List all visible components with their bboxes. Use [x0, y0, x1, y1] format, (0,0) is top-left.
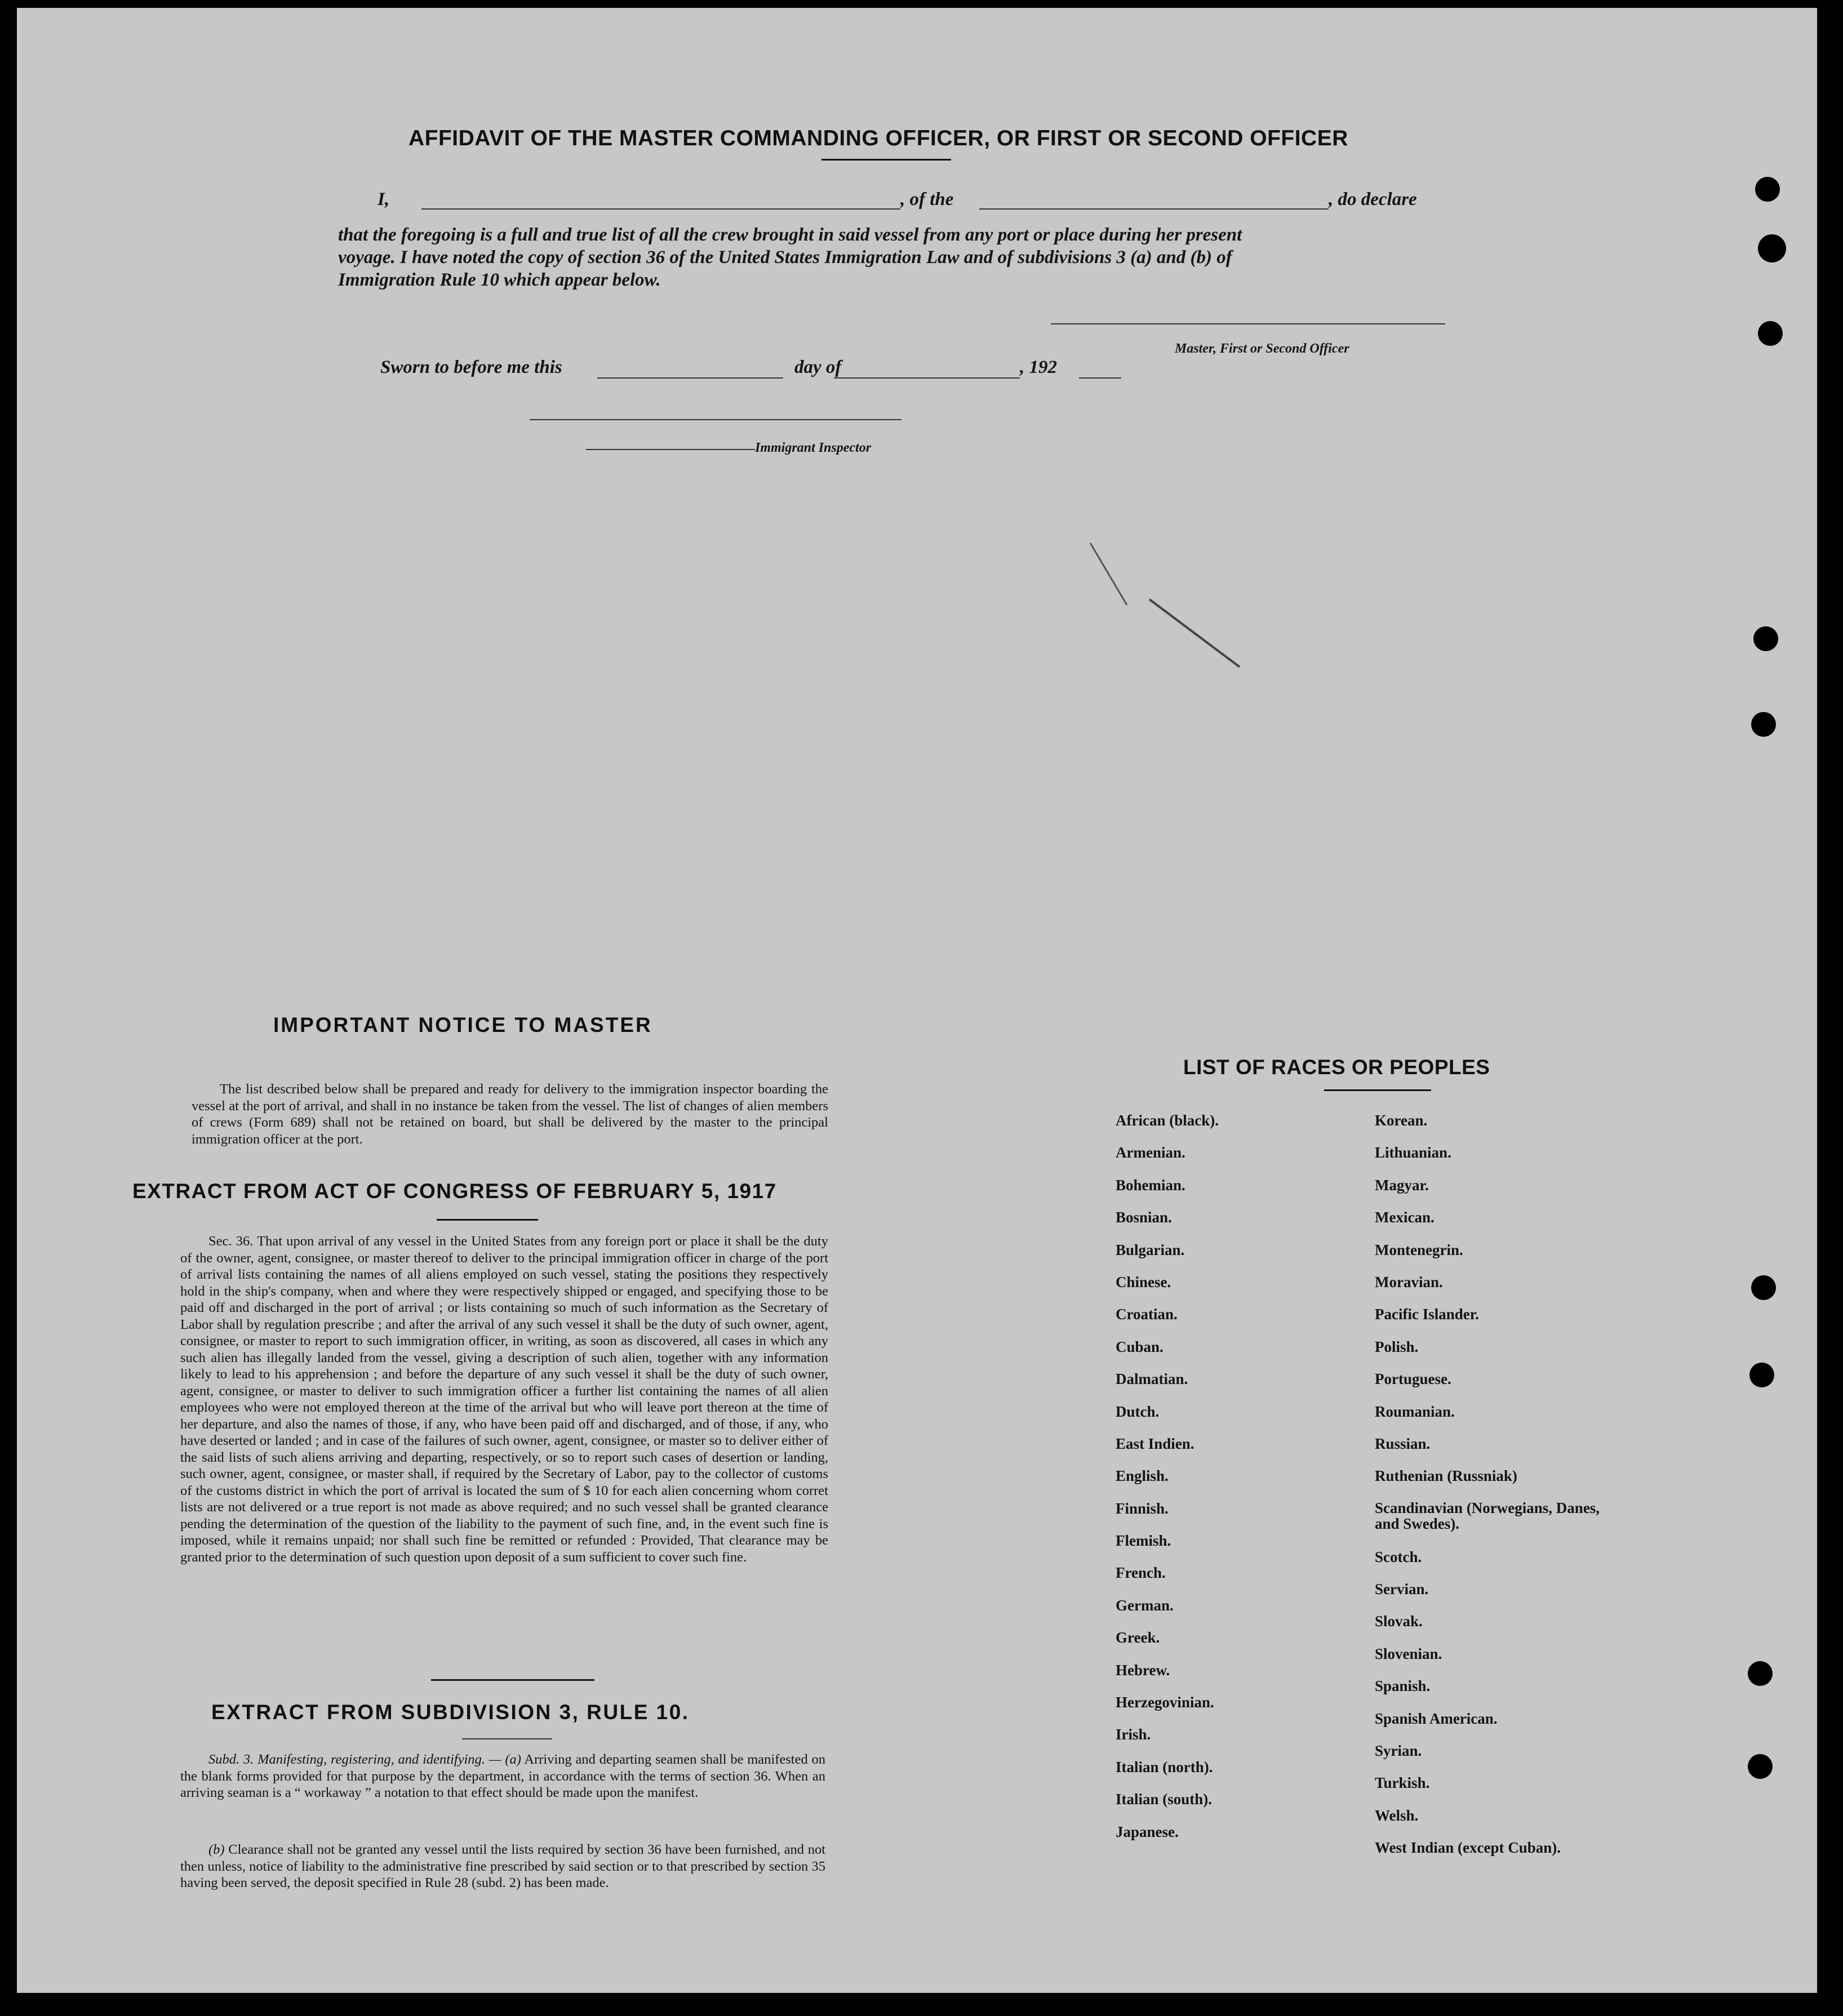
race-item: Servian.	[1375, 1581, 1429, 1598]
race-item: Spanish.	[1375, 1677, 1431, 1695]
race-item: Dutch.	[1116, 1403, 1160, 1420]
sworn-year-blank	[1079, 377, 1121, 379]
race-item: Bosnian.	[1116, 1209, 1172, 1226]
race-item: Armenian.	[1116, 1144, 1185, 1161]
sworn-month-blank	[834, 377, 1020, 379]
sworn-day-blank	[597, 377, 783, 379]
race-item: Japanese.	[1116, 1823, 1179, 1840]
race-item: Pacific Islander.	[1375, 1306, 1479, 1323]
race-item: Chinese.	[1116, 1273, 1171, 1290]
race-item: Flemish.	[1116, 1532, 1171, 1550]
affidavit-line1-of: , of the	[900, 189, 954, 210]
race-item: German.	[1116, 1596, 1174, 1614]
race-item: Moravian.	[1375, 1273, 1443, 1290]
sworn-year: , 192	[1020, 357, 1057, 377]
affidavit-title: AFFIDAVIT OF THE MASTER COMMANDING OFFICER, OR FIRST OR SECOND OFFICER	[408, 126, 1348, 150]
punch-hole	[1758, 234, 1786, 262]
race-item: Roumanian.	[1375, 1403, 1455, 1420]
notice-paragraph: The list described below shall be prepared and ready for delivery to the immigration inspector boarding the vessel at the port of arrival, and shall in no instance be taken from the vessel. The list of changes of alien members of crews (Form 689) shall not be retained on board, but shall be delivered by the master to the principal immigration officer at the port.	[192, 1082, 828, 1147]
race-item: Russian.	[1375, 1435, 1431, 1452]
race-item: Herzegovinian.	[1116, 1694, 1214, 1711]
act-title-underline	[437, 1219, 538, 1221]
master-signature-caption: Master, First or Second Officer	[1175, 341, 1349, 356]
inspector-signature-line	[530, 419, 901, 420]
extract-rule-title: EXTRACT FROM SUBDIVISION 3, RULE 10.	[211, 1701, 690, 1724]
punch-hole	[1751, 712, 1776, 737]
race-item: Croatian.	[1116, 1306, 1178, 1323]
race-item: Polish.	[1375, 1338, 1419, 1355]
affidavit-line1-i: I,	[378, 189, 390, 210]
punch-hole	[1749, 1363, 1774, 1387]
title-underline	[821, 159, 951, 161]
punch-hole	[1755, 177, 1780, 202]
rule-paragraph-b-lead: (b)	[208, 1842, 225, 1857]
race-item: Bulgarian.	[1116, 1241, 1185, 1258]
rule-title-underline	[462, 1738, 552, 1739]
race-item: Welsh.	[1375, 1806, 1419, 1824]
race-item: Greek.	[1116, 1629, 1160, 1646]
notice-title: IMPORTANT NOTICE TO MASTER	[273, 1013, 652, 1036]
race-item: Hebrew.	[1116, 1661, 1170, 1679]
races-left-column	[1116, 1112, 1352, 1855]
race-item: Bohemian.	[1116, 1176, 1185, 1194]
race-item: Italian (south).	[1116, 1791, 1213, 1808]
paper-sheet	[17, 8, 1817, 1993]
race-item: Lithuanian.	[1375, 1144, 1451, 1161]
race-item: Finnish.	[1116, 1499, 1169, 1517]
race-item: Syrian.	[1375, 1742, 1422, 1760]
race-item: Cuban.	[1116, 1338, 1163, 1355]
race-item: Magyar.	[1375, 1176, 1429, 1194]
race-item: Slovenian.	[1375, 1645, 1442, 1662]
race-item: Ruthenian (Russniak)	[1375, 1467, 1517, 1485]
race-item: Slovak.	[1375, 1613, 1423, 1630]
punch-hole	[1748, 1754, 1773, 1779]
punch-hole	[1753, 626, 1778, 651]
rule-paragraph-a-lead: Subd. 3. Manifesting, registering, and identifying. — (a)	[208, 1752, 521, 1767]
affidavit-line4: Immigration Rule 10 which appear below.	[338, 270, 661, 290]
race-item: Scandinavian (Norwegians, Danes, and Swedes).	[1375, 1499, 1600, 1532]
affidavit-line1-declare: , do declare	[1329, 189, 1417, 210]
act-section-36-paragraph: Sec. 36. That upon arrival of any vessel in the United States from any foreign port or place it shall be the duty of the owner, agent, consignee, or master thereof to deliver to the principal immigration officer in charge of the port of arrival lists containing the names of all aliens employed on such vessel, stating the positions they respectively hold in the ship's company, when and where they were respectively shipped or engaged, and specifying those to be paid off and discharged in the port of arrival ; or lists containing so much of such information as the Secretary of Labor shall by regulation prescribe ; and after the arrival of any such vessel it shall be the duty of such owner, agent, consignee, or master to report to such immigration officer, in writing, as soon as discovered, all cases in which any such alien has illegally landed from the vessel, giving a description of such alien, together with any information likely to lead to his apprehension ; and before the departure of any such vessel it shall be the duty of such owner, agent, consignee, or master to deliver to such immigration officer a further list containing the names of all alien employees who were not employed thereon at the time of the arrival but who will leave port thereon at the time of her departure, and also the names of those, if any, who have been paid off and discharged, and of those, if any, who have deserted or landed ; and in case of the failures of such owner, agent, consignee, or master so to deliver either of the said lists of such aliens arriving and departing, respectively, or so to report such cases of desertion or landing, such owner, agent, consignee, or master shall, if required by the Secretary of Labor, pay to the collector of customs of the customs district in which the port of arrival is located the sum of $ 10 for each alien concerning whom corret lists are not delivered or a true report is not made as above required; and no such vessel shall be granted clearance pending the determination of the question of the liability to the payment of such fine, and, in the event such fine is imposed, while it remains unpaid; nor shall such fine be remitted or refunded : Provided, That clearance may be granted prior to the determination of such question upon deposit of a sum sufficient to cover such fine.	[180, 1234, 828, 1565]
race-item: Turkish.	[1375, 1774, 1430, 1792]
rule-paragraph-b-text: Clearance shall not be granted any vessel until the lists required by section 36 have been furnished, and not then unless, notice of liability to the administrative fine prescribed by said section or to that prescribed by section 35 having been served, the deposit specified in Rule 28 (subd. 2) has been made.	[180, 1842, 826, 1890]
races-right-column	[1375, 1112, 1611, 1872]
race-item: West Indian (except Cuban).	[1375, 1839, 1561, 1857]
section-divider-rule	[431, 1679, 594, 1681]
rule-paragraph-a-text: Arriving and departing seamen shall be manifested on the blank forms provided for that purpose by the department, in accordance with the terms of section 36. When an arriving seaman is a “ workaway ” a notation to that effect should be made upon the manifest.	[180, 1752, 825, 1800]
races-title-underline	[1324, 1089, 1431, 1091]
punch-hole	[1758, 321, 1783, 346]
race-item: Portuguese.	[1375, 1370, 1451, 1388]
races-title: LIST OF RACES OR PEOPLES	[1183, 1056, 1490, 1079]
race-item: English.	[1116, 1467, 1169, 1485]
race-item: East Indien.	[1116, 1435, 1194, 1452]
inspector-short-line	[586, 449, 755, 450]
race-item: Dalmatian.	[1116, 1370, 1188, 1388]
vessel-blank-line	[979, 208, 1329, 210]
race-item: Mexican.	[1375, 1209, 1435, 1226]
race-item: Irish.	[1116, 1726, 1151, 1743]
race-item: Montenegrin.	[1375, 1241, 1463, 1258]
pen-stroke-mark	[1087, 537, 1256, 678]
race-item: French.	[1116, 1564, 1166, 1582]
punch-hole	[1751, 1275, 1776, 1300]
name-blank-line	[421, 208, 900, 210]
affidavit-line3: voyage. I have noted the copy of section 36 of the United States Immigration Law and of subdivisions 3 (a) and (b) of	[338, 247, 1232, 268]
sworn-text: Sworn to before me this	[380, 357, 562, 377]
race-item: African (black).	[1116, 1112, 1219, 1129]
sworn-day-of: day of	[794, 357, 842, 377]
inspector-caption: Immigrant Inspector	[755, 440, 872, 455]
rule-paragraph-b	[180, 1841, 825, 1892]
race-item: Italian (north).	[1116, 1758, 1213, 1775]
master-signature-line	[1051, 323, 1445, 324]
rule-paragraph-a	[180, 1751, 825, 1801]
race-item: Spanish American.	[1375, 1710, 1498, 1727]
punch-hole	[1748, 1661, 1773, 1686]
extract-act-title: EXTRACT FROM ACT OF CONGRESS OF FEBRUARY 5, 1917	[132, 1180, 777, 1203]
race-item: Scotch.	[1375, 1548, 1422, 1565]
race-item: Korean.	[1375, 1112, 1428, 1129]
affidavit-line2: that the foregoing is a full and true list of all the crew brought in said vessel from any port or place during her present	[338, 225, 1242, 245]
